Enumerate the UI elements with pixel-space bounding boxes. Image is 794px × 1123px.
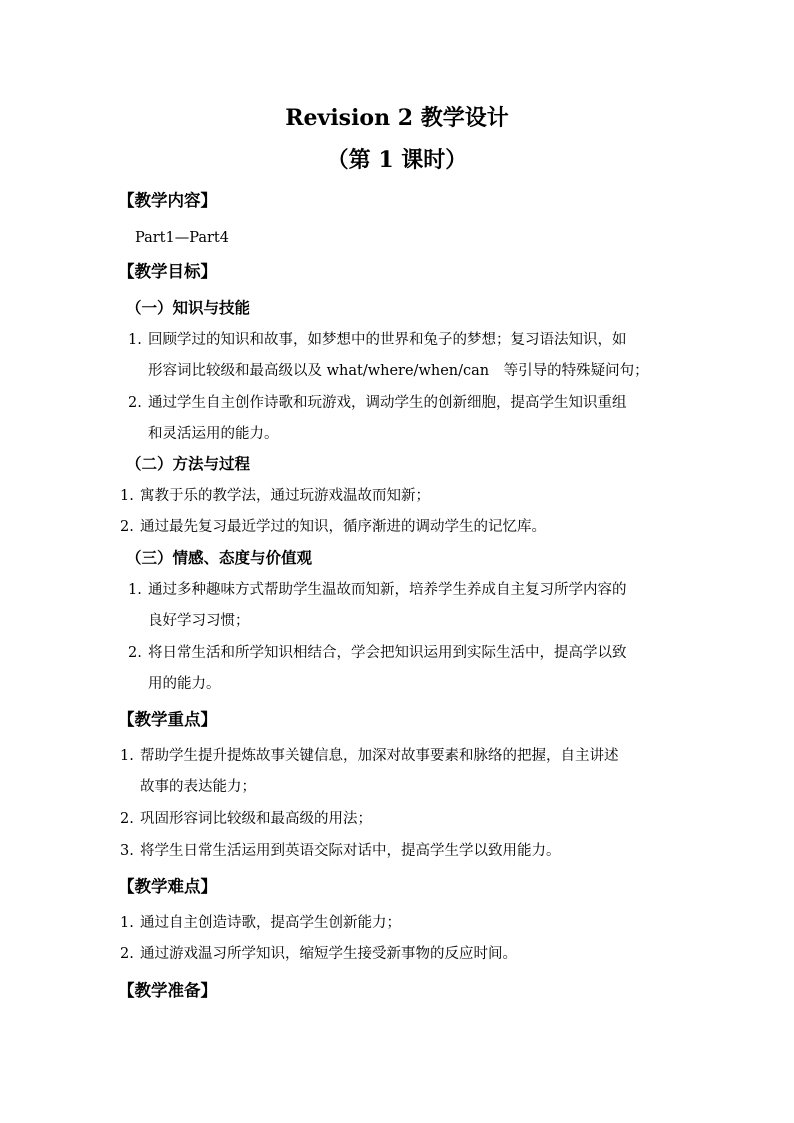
- list-item: 2. 通过游戏温习所学知识，缩短学生接受新事物的反应时间。: [120, 946, 517, 962]
- heading-difficulties: 【教学难点】: [118, 877, 217, 896]
- list-item: 2. 通过最先复习最近学过的知识，循序渐进的调动学生的记忆库。: [120, 519, 546, 535]
- list-item: 2. 通过学生自主创作诗歌和玩游戏，调动学生的创新细胞，提高学生知识重组: [128, 395, 627, 411]
- subheading-emotion-values: （三）情感、态度与价值观: [126, 548, 313, 567]
- list-item: 1. 回顾学过的知识和故事，如梦想中的世界和兔子的梦想；复习语法知识，如: [128, 332, 627, 348]
- list-item: 1. 通过多种趣味方式帮助学生温故而知新，培养学生养成自主复习所学内容的: [128, 582, 627, 598]
- list-item-continuation: 和灵活运用的能力。: [148, 426, 279, 442]
- list-item-continuation: 形容词比较级和最高级以及 what/where/when/can 等引导的特殊疑问句；: [148, 363, 649, 379]
- list-item-continuation: 用的能力。: [148, 676, 221, 692]
- heading-keypoints: 【教学重点】: [118, 710, 217, 729]
- heading-content: 【教学内容】: [118, 191, 217, 210]
- list-item: 3. 将学生日常生活运用到英语交际对话中，提高学生学以致用能力。: [120, 843, 561, 859]
- list-item-continuation: 良好学习习惯；: [148, 613, 250, 629]
- list-item: 1. 通过自主创造诗歌，提高学生创新能力；: [120, 915, 401, 931]
- document-subtitle: （第 1 课时）: [326, 147, 468, 173]
- document-title: Revision 2 教学设计: [285, 105, 509, 131]
- heading-objectives: 【教学目标】: [118, 262, 217, 281]
- list-item-continuation: 故事的表达能力；: [140, 779, 256, 795]
- list-item: 2. 巩固形容词比较级和最高级的用法；: [120, 811, 372, 827]
- list-item: 1. 寓教于乐的教学法，通过玩游戏温故而知新；: [120, 488, 430, 504]
- list-item: 1. 帮助学生提升提炼故事关键信息，加深对故事要素和脉络的把握，自主讲述: [120, 748, 619, 764]
- subheading-methods-process: （二）方法与过程: [126, 454, 251, 473]
- subheading-knowledge-skills: （一）知识与技能: [126, 298, 251, 317]
- list-item: 2. 将日常生活和所学知识相结合，学会把知识运用到实际生活中，提高学以致: [128, 645, 627, 661]
- heading-preparation: 【教学准备】: [118, 981, 217, 1000]
- content-text: Part1—Part4: [135, 230, 229, 246]
